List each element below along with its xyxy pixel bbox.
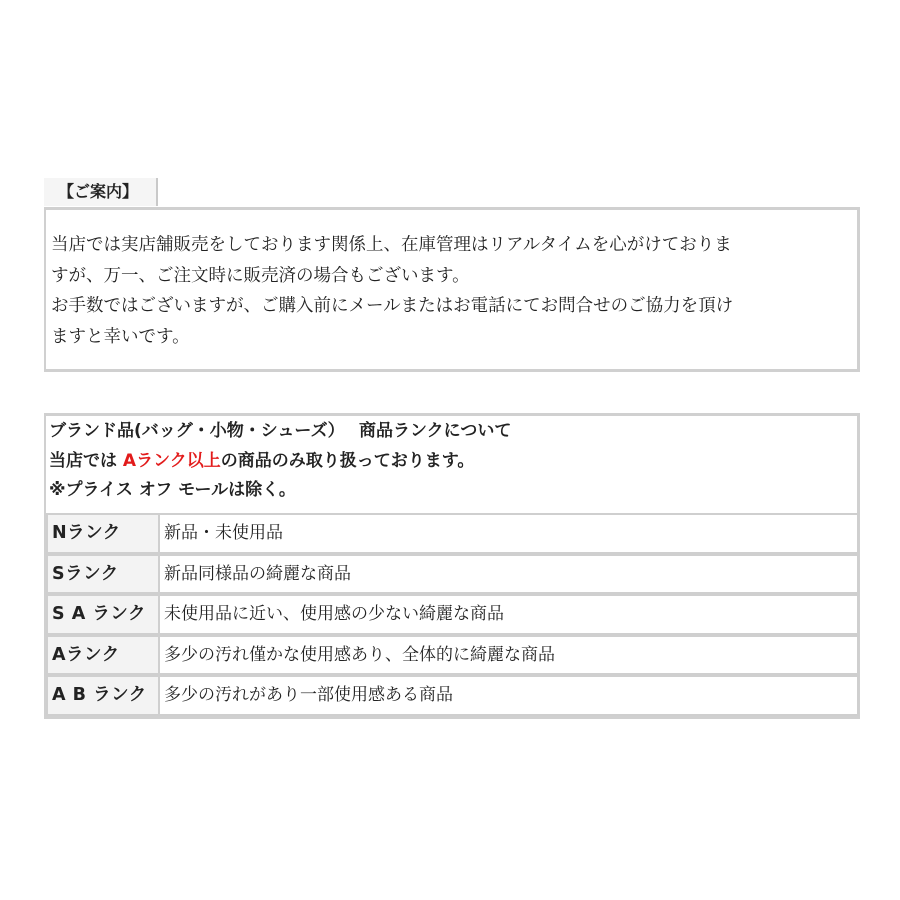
notice-line: すが、万一、ご注文時に販売済の場合もございます。 bbox=[51, 265, 470, 286]
notice-title: 【ご案内】 bbox=[44, 178, 158, 206]
notice-line: お手数ではございますが、ご購入前にメールまたはお電話にてお問合せのご協力を頂け bbox=[51, 296, 734, 316]
table-row bbox=[46, 635, 859, 676]
notice-body bbox=[44, 207, 860, 372]
rank-code: Sランク bbox=[48, 556, 160, 593]
rank-header bbox=[46, 416, 857, 511]
rank-description: 新品・未使用品 bbox=[164, 523, 283, 543]
table-row bbox=[46, 594, 859, 635]
rank-policy-suffix: の商品のみ取り扱っております。 bbox=[220, 450, 475, 471]
rank-code: A B ランク bbox=[48, 677, 160, 714]
table-row bbox=[46, 513, 859, 554]
rank-code: Aランク bbox=[48, 637, 160, 674]
rank-heading: ブランド品(バッグ・小物・シューズ） 商品ランクについて bbox=[49, 421, 512, 441]
rank-table bbox=[46, 513, 859, 716]
rank-description: 未使用品に近い、使用感の少ない綺麗な商品 bbox=[164, 604, 504, 624]
rank-description: 多少の汚れ僅かな使用感あり、全体的に綺麗な商品 bbox=[164, 644, 555, 665]
table-row bbox=[46, 675, 859, 716]
rank-policy bbox=[49, 447, 857, 477]
rank-description: 多少の汚れがあり一部使用感ある商品 bbox=[164, 685, 453, 705]
rank-policy-prefix: 当店では bbox=[49, 450, 123, 471]
rank-code: Nランク bbox=[48, 515, 160, 552]
rank-policy-highlight: Aランク以上 bbox=[122, 450, 221, 471]
notice-line: 当店では実店舗販売をしております関係上、在庫管理はリアルタイムを心がけておりま bbox=[51, 235, 732, 255]
table-row bbox=[46, 554, 859, 595]
rank-panel bbox=[44, 413, 860, 719]
rank-description: 新品同様品の綺麗な商品 bbox=[164, 563, 351, 584]
rank-note: ※プライス オフ モールは除く。 bbox=[49, 480, 296, 500]
notice-line: ますと幸いです。 bbox=[51, 326, 190, 347]
rank-code: S A ランク bbox=[48, 596, 160, 633]
